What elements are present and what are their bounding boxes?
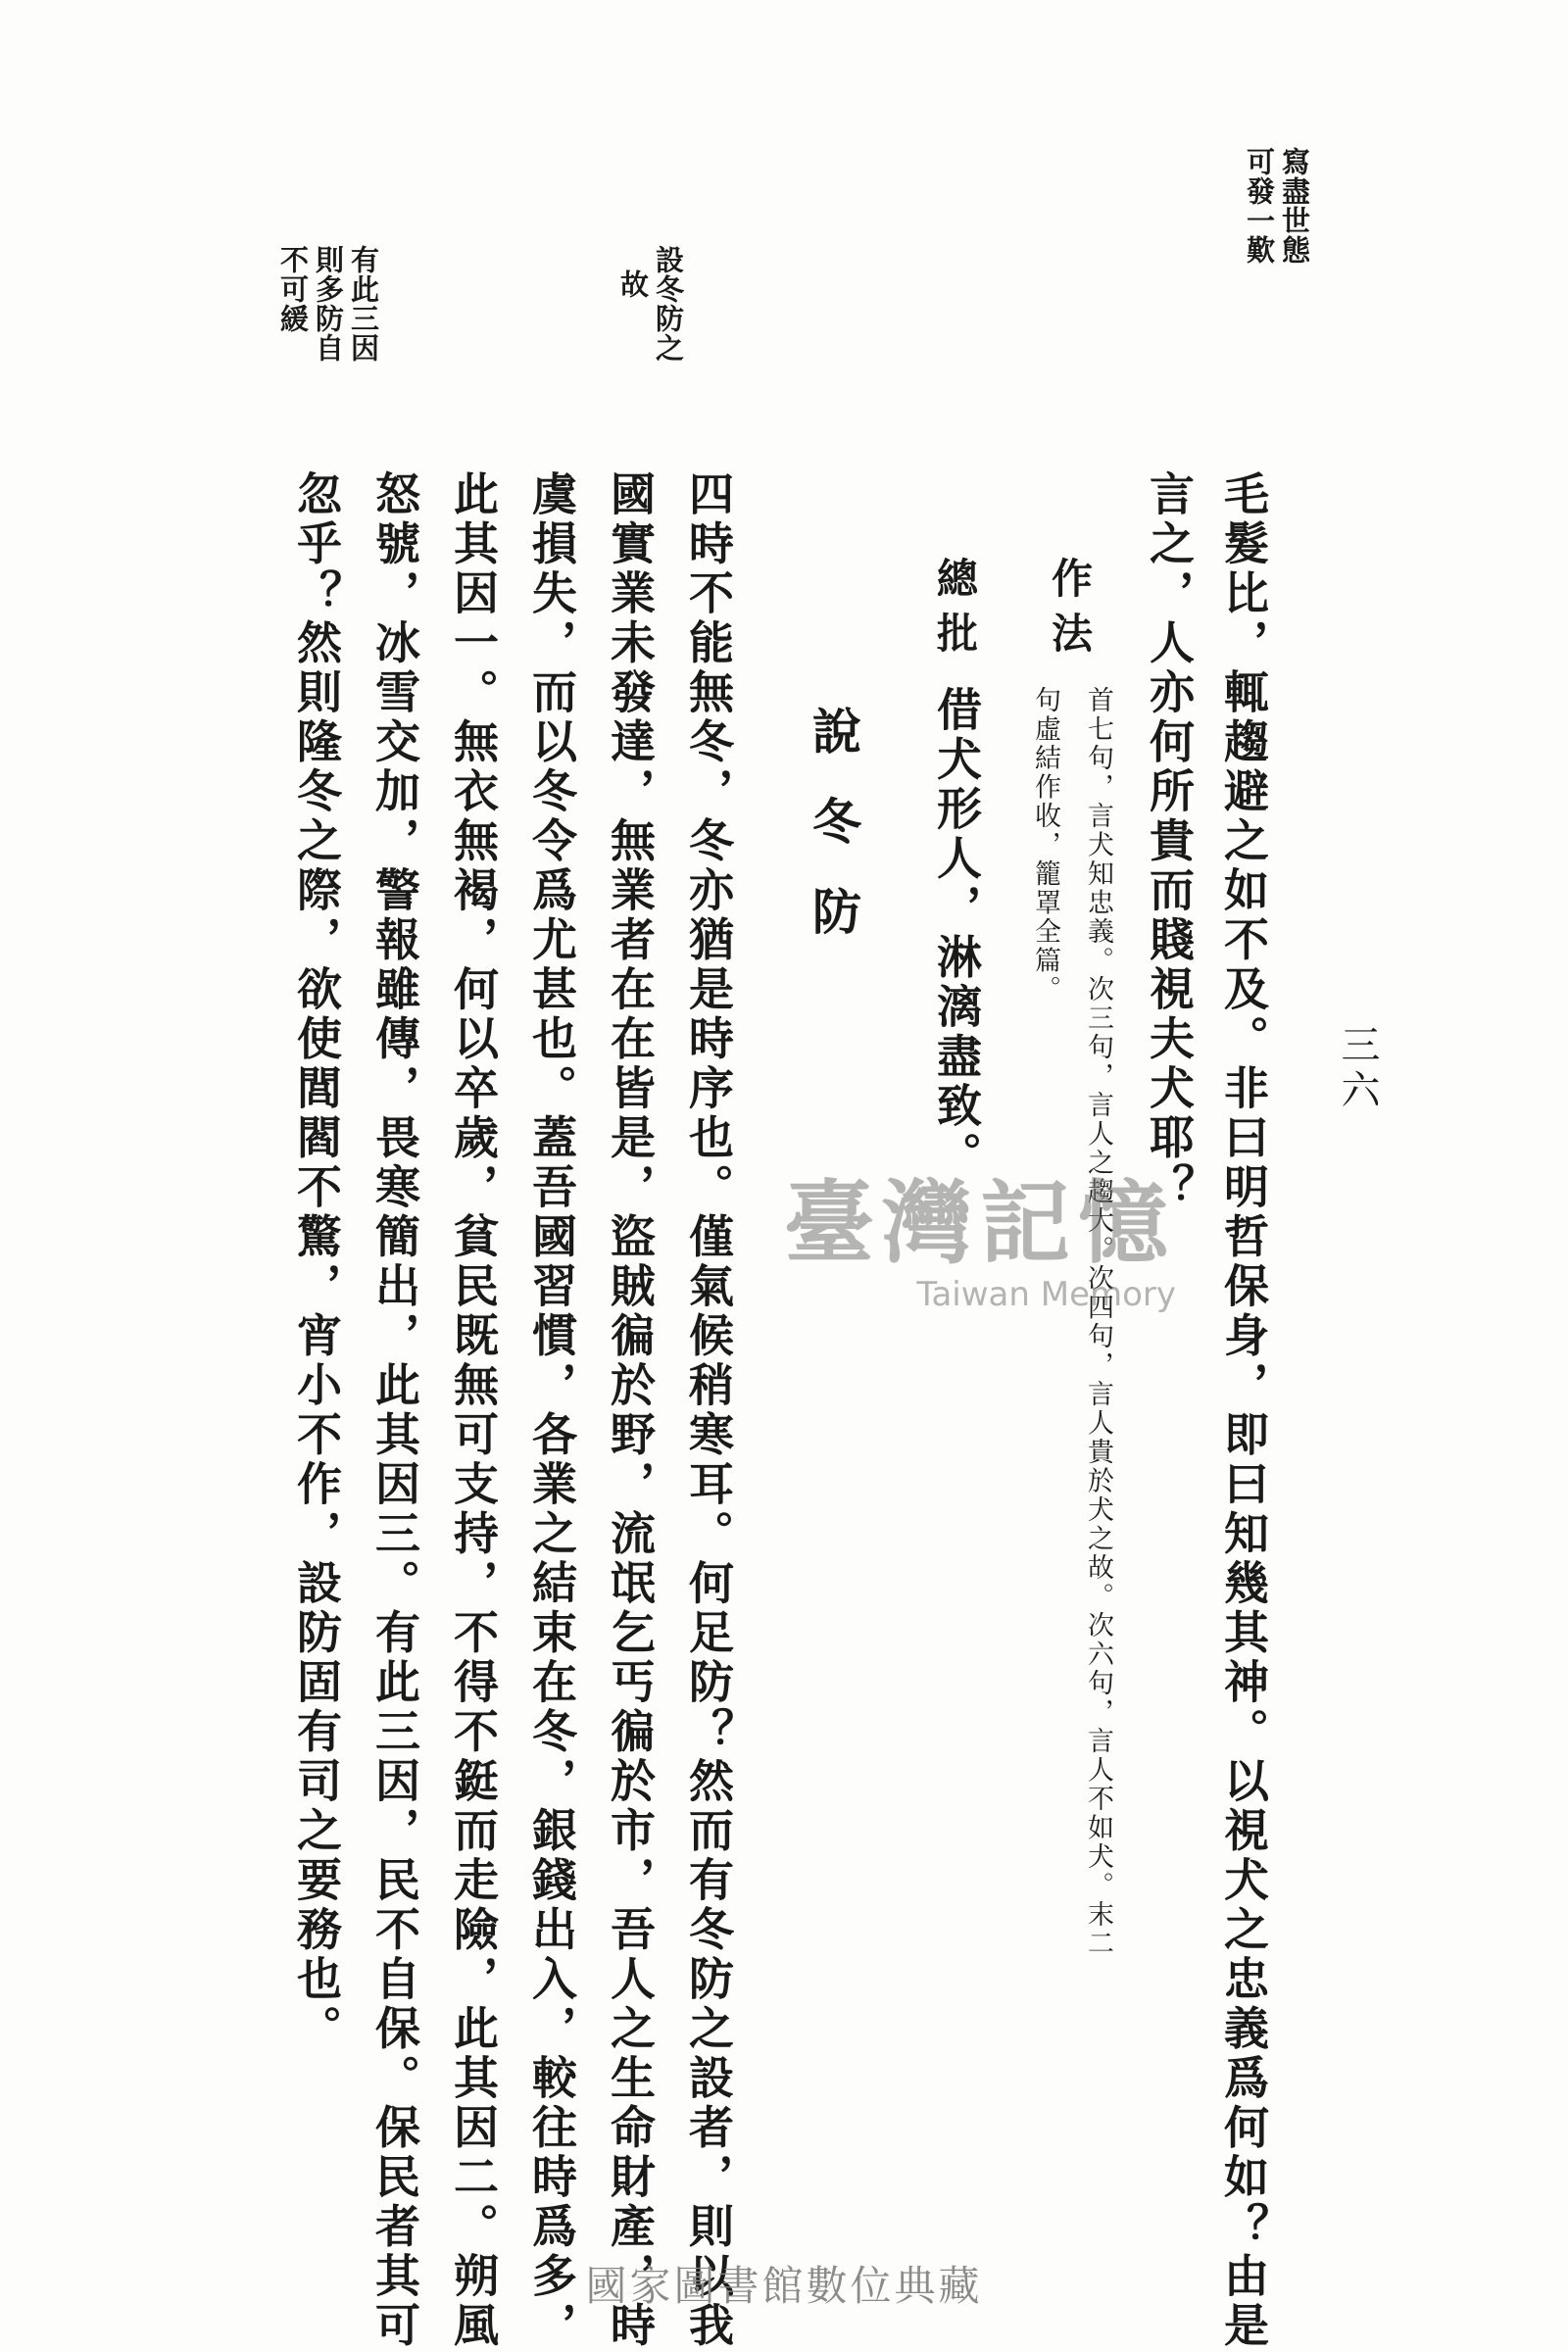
footer-library-credit: 國家圖書館數位典藏 <box>585 2262 983 2310</box>
text-line: 言之，人亦何所貴而賤視夫犬耶？ <box>1143 470 1196 1213</box>
watermark-english: Taiwan Memory <box>916 1275 1177 1314</box>
method-text-line: 句虛結作收，籠罩全篇。 <box>1030 686 1060 1004</box>
margin-note-line: 則多防自 <box>312 245 345 363</box>
watermark-chinese: 臺灣記憶 <box>784 1170 1177 1276</box>
text-line: 怒號，冰雪交加，警報雖傳，畏寒簡出，此其因三。有此三因，民不自保。保民者其可 <box>368 470 421 2351</box>
critique-text: 借犬形人，淋漓盡致。 <box>930 686 983 1181</box>
margin-note-line: 故 <box>616 270 650 299</box>
margin-note-line: 有此三因 <box>347 245 380 363</box>
text-line: 四時不能無冬，冬亦猶是時序也。僅氣候稍寒耳。何足防？然而有冬防之設者，則以我 <box>682 470 735 2351</box>
essay-title: 說冬防 <box>805 706 862 976</box>
margin-note-line: 可發一歎 <box>1243 147 1276 265</box>
text-line: 毛髮比，輒趨避之如不及。非曰明哲保身，即曰知幾其神。以視犬之忠義爲何如？由是 <box>1217 470 1270 2351</box>
margin-note-line: 寫盡世態 <box>1278 147 1311 265</box>
text-line: 虞損失，而以冬令爲尤甚也。蓋吾國習慣，各業之結束在冬，銀錢出入，較往時爲多， <box>525 470 578 2351</box>
margin-note-line: 不可緩 <box>276 245 310 333</box>
text-line: 此其因一。無衣無褐，何以卒歲，貧民既無可支持，不得不鋌而走險，此其因二。朔風 <box>447 470 500 2351</box>
method-label: 作法 <box>1046 557 1094 666</box>
text-line: 忽乎？然則隆冬之際，欲使閭閻不驚，宵小不作，設防固有司之要務也。 <box>290 470 343 2054</box>
critique-label: 總批 <box>931 557 979 666</box>
margin-note-line: 設冬防之 <box>652 245 685 363</box>
page-number: 三六 <box>1335 1024 1380 1114</box>
watermark <box>784 1152 1176 1314</box>
text-line: 國實業未發達，無業者在在皆是，盜賊徧於野，流氓乞丐徧於市，吾人之生命財產，時 <box>604 470 657 2351</box>
method-text-line: 首七句，言犬知忠義。次三句，言人之趨大。次四句，言人貴於犬之故。次六句，言人不如犬。末二 <box>1083 686 1113 1958</box>
